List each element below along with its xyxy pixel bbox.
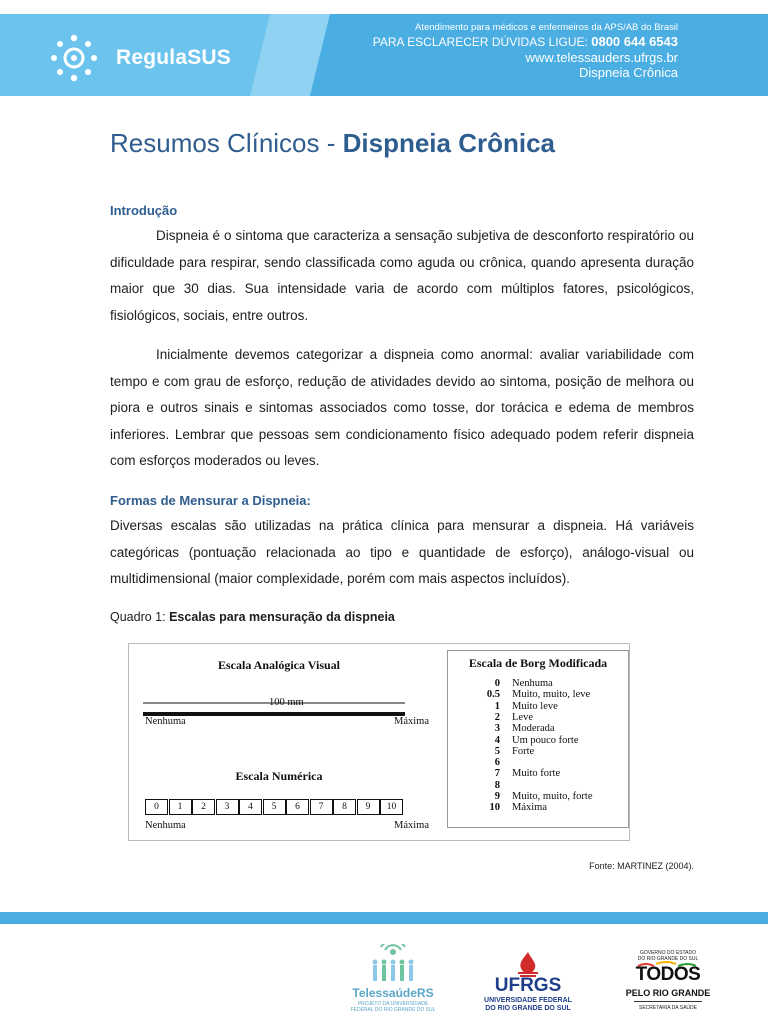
vas-max-label: Máxima — [394, 716, 429, 727]
page-title: Resumos Clínicos - Dispneia Crônica — [110, 128, 556, 158]
header-topic: Dispneia Crônica — [579, 65, 678, 80]
header-website[interactable]: www.telessauders.ufrgs.br — [525, 50, 678, 65]
dyspnea-scales-figure — [128, 643, 630, 841]
telessauders-logo-icon — [338, 944, 448, 984]
numeric-scale-box: 1 — [169, 799, 192, 815]
borg-row — [448, 735, 628, 746]
borg-description: Muito, muito, leve — [512, 689, 591, 701]
borg-row — [448, 689, 628, 700]
borg-score: 4 — [494, 734, 500, 746]
footer-band — [0, 912, 768, 924]
borg-row — [448, 757, 628, 768]
borg-description: Um pouco forte — [512, 734, 579, 746]
borg-row — [448, 678, 628, 689]
borg-description: Nenhuma — [512, 678, 553, 689]
borg-row — [448, 791, 628, 802]
vas-length-label: 100 mm — [269, 697, 304, 708]
borg-score: 9 — [494, 791, 500, 802]
borg-score: 5 — [494, 745, 500, 757]
gov-sub: SECRETARIA DA SAÚDE — [639, 1005, 697, 1011]
borg-row — [448, 712, 628, 723]
page-header — [0, 0, 768, 100]
borg-row — [448, 701, 628, 712]
numeric-scale-title: Escala Numérica — [235, 769, 323, 783]
intro-heading: Introdução — [110, 203, 178, 218]
gov-color-swirl-icon — [624, 960, 712, 990]
borg-row — [448, 746, 628, 757]
gov-pelo: PELO RIO GRANDE — [625, 988, 711, 998]
gov-top: GOVERNO DO ESTADO DO RIO GRANDE DO SUL — [637, 950, 699, 962]
header-info — [373, 22, 678, 80]
figure-caption: Quadro 1: Escalas para mensuração da dispneia — [110, 610, 395, 624]
borg-description: Forte — [512, 745, 535, 757]
borg-description: Máxima — [512, 802, 547, 814]
intro-paragraph-1: Dispneia é o sintoma que caracteriza a sensação subjetiva de desconforto respiratório ou dificuldade para respirar, sendo classificada como aguda ou crônica, quando apresenta duração maior que 30 dias. Sua intensidade varia de acordo com múltiplos fatores, psicológicos, fisiológicos, sociais, entre outros. — [110, 228, 694, 323]
numeric-scale-box: 2 — [192, 799, 215, 815]
borg-score: 2 — [494, 711, 500, 723]
numeric-scale-box: 7 — [310, 799, 333, 815]
vas-title: Escala Analógica Visual — [217, 658, 341, 672]
borg-score: 1 — [494, 700, 500, 712]
borg-score: 6 — [494, 757, 500, 769]
ufrgs-name: UFRGS — [494, 975, 562, 996]
telessauders-logo — [338, 944, 448, 1016]
borg-description: Muito forte — [512, 768, 561, 780]
borg-row — [448, 768, 628, 779]
numeric-scale-box: 8 — [333, 799, 356, 815]
flame-icon — [482, 950, 574, 978]
ufrgs-logo — [482, 950, 574, 1016]
borg-score: 8 — [494, 779, 500, 791]
borg-score: 10 — [489, 802, 500, 814]
telessauders-sub: PROJETO DA UNIVERSIDADE FEDERAL DO RIO GRANDE DO SUL — [350, 1001, 436, 1013]
governo-rs-logo — [624, 950, 712, 1016]
borg-row — [448, 802, 628, 813]
borg-row — [448, 723, 628, 734]
borg-description: Moderada — [512, 723, 555, 735]
intro-paragraph-2: Inicialmente devemos categorizar a dispneia como anormal: avaliar variabilidade com tempo e com grau de esforço, redução de atividades devido ao sintoma, posição de melhora ou piora e outros sinais e sintomas associados como tosse, dor torácica e edema de membros inferiores. Lembrar que pessoas sem condicionamento físico adequado podem referir dispneia com esforços moderados ou leves. — [110, 347, 694, 468]
borg-scale — [447, 650, 629, 828]
numeric-scale-box: 4 — [239, 799, 262, 815]
vas-min-label: Nenhuma — [145, 716, 186, 727]
header-service-line: Atendimento para médicos e enfermeiros da APS/AB do Brasil — [415, 22, 678, 33]
borg-score: 7 — [494, 768, 500, 780]
borg-score: 0.5 — [486, 689, 500, 701]
telessauders-name: TelessaúdeRS — [352, 986, 434, 1000]
measure-paragraph: Diversas escalas são utilizadas na prática clínica para mensurar a dispneia. Há variáveis categóricas (pontuação relacionada ao tipo e quantidade de esforço), análogo-visual ou multidimensional (maior complexidade, porém com mais aspectos incluídos). — [110, 518, 694, 586]
borg-row — [448, 780, 628, 791]
borg-score: 0 — [494, 678, 500, 689]
numeric-scale-box: 3 — [216, 799, 239, 815]
gov-todos: TODOS — [635, 964, 701, 985]
numeric-scale-box: 10 — [380, 799, 403, 815]
numeric-max-label: Máxima — [394, 820, 429, 831]
numeric-min-label: Nenhuma — [145, 820, 186, 831]
borg-description: Leve — [512, 711, 533, 723]
borg-description: Muito leve — [512, 700, 558, 712]
numeric-scale-box: 5 — [263, 799, 286, 815]
brand-logo-text: RegulaSUS — [116, 46, 231, 69]
ufrgs-sub: UNIVERSIDADE FEDERAL DO RIO GRANDE DO SUL — [484, 997, 572, 1012]
regulasus-logo-icon — [48, 30, 108, 90]
borg-title: Escala de Borg Modificada — [468, 656, 608, 670]
header-phone-line: PARA ESCLARECER DÚVIDAS LIGUE: 0800 644 6543 — [372, 34, 678, 49]
borg-description: Muito, muito, forte — [512, 791, 593, 802]
figure-source: Fonte: MARTINEZ (2004). — [589, 861, 694, 871]
measure-heading: Formas de Mensurar a Dispneia: — [110, 493, 311, 508]
numeric-scale-box: 6 — [286, 799, 309, 815]
borg-score: 3 — [494, 723, 500, 735]
numeric-scale-box: 9 — [357, 799, 380, 815]
numeric-scale-box: 0 — [145, 799, 168, 815]
